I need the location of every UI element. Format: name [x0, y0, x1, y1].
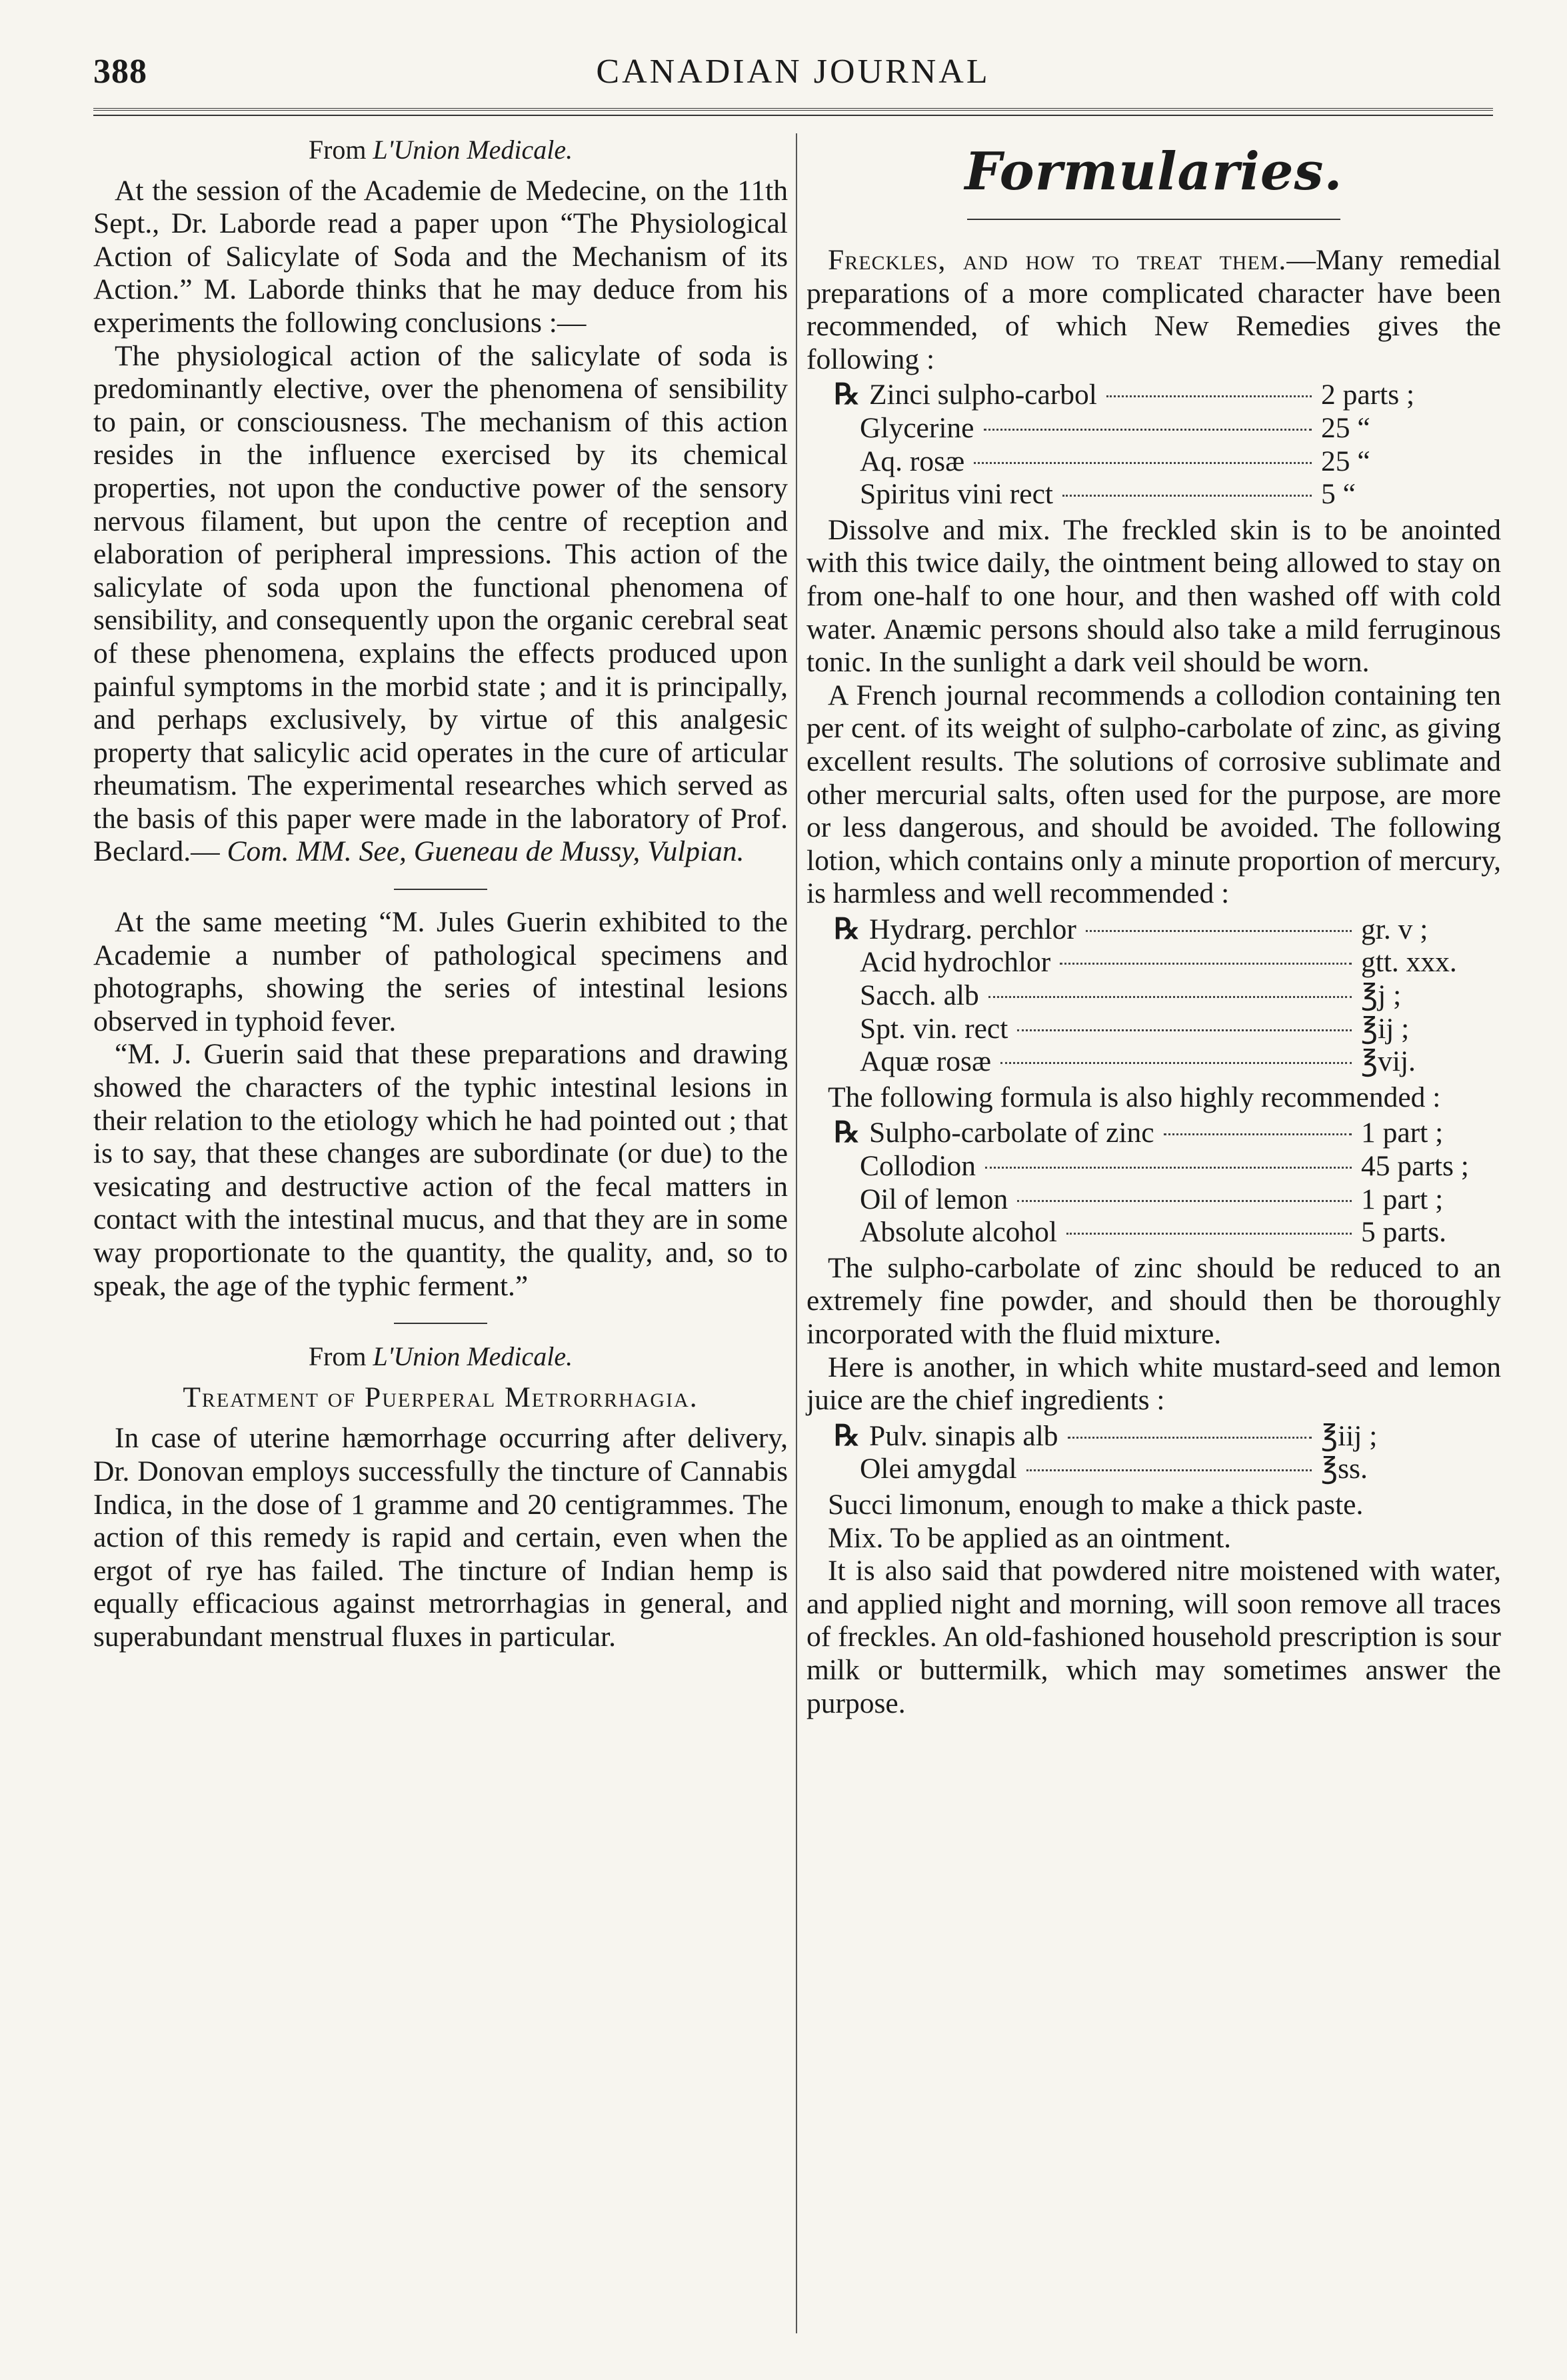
ingredient: Sulpho-carbolate of zinc — [869, 1117, 1154, 1149]
recipe-list-1 — [806, 379, 1501, 511]
ingredient: Spt. vin. rect — [860, 1012, 1008, 1045]
leader-dots — [985, 1167, 1352, 1169]
recipe-row — [806, 379, 1461, 412]
recipe-row — [806, 1117, 1501, 1150]
ingredient: Spiritus vini rect — [860, 478, 1053, 511]
recipe-row — [806, 946, 1501, 979]
section-title: Formularies. — [964, 141, 1343, 202]
guerin-meeting-paragraph: At the same meeting “M. Jules Guerin exhibited to the Academie a number of pathological specimens and photographs, showing the series of intestinal lesions observed in typhoid fever. — [93, 906, 788, 1037]
ingredient: Pulv. sinapis alb — [869, 1419, 1058, 1452]
commission-credit: Com. MM. See, Gueneau de Mussy, Vulpian. — [227, 835, 745, 868]
recipe-list-3 — [806, 1117, 1501, 1249]
leader-dots — [1000, 1062, 1352, 1064]
ingredient: Collodion — [860, 1150, 976, 1183]
quantity: ℥j ; — [1361, 979, 1402, 1012]
recipe-row — [806, 979, 1501, 1013]
ingredient: Aquæ rosæ — [860, 1045, 991, 1078]
source-journal: L'Union Medicale. — [373, 135, 573, 165]
rx-icon: ℞ — [834, 913, 860, 945]
freckles-heading: Freckles, and how to treat them. — [828, 244, 1287, 276]
leader-dots — [1086, 930, 1352, 932]
section-rule — [394, 1323, 487, 1324]
salicylate-conclusions-text: The physiological action of the salicylate of soda is predominantly elective, over the phenomena of sensibility to pain, or consciousness. The mechanism of this action resides in the influence exercised by its chemical properties, not upon the conductive power of the sensory nervous filament, but upon the centre of reception and elaboration of peripheral impressions. This action of the salicylate of soda upon the functional phenomena of sensibility, and consequently upon the organic cerebral seat of these phenomena, explains the effects produced upon painful symptoms in the morbid state ; and it is principally, and perhaps exclusively, by virtue of this analgesic property that salicylic acid operates in the cure of articular rheumatism. The experimental researches which served as the basis of this paper were made in the laboratory of Prof. Beclard.— — [93, 339, 788, 868]
page-header — [93, 47, 1493, 100]
title-rule — [967, 219, 1340, 220]
right-column — [806, 133, 1501, 1720]
column-divider — [796, 133, 797, 2333]
ingredient: Hydrarg. perchlor — [869, 913, 1076, 945]
leader-dots — [1026, 1469, 1312, 1471]
leader-dots — [1060, 963, 1352, 965]
recipe-row — [806, 445, 1461, 479]
recipe-list-2 — [806, 913, 1501, 1079]
recipe-row — [806, 913, 1501, 947]
left-column — [93, 133, 788, 1654]
quantity: ℥iij ; — [1321, 1419, 1378, 1452]
quantity: 1 part ; — [1361, 1183, 1444, 1215]
quantity: 1 part ; — [1361, 1117, 1444, 1149]
quantity: 5 “ — [1321, 478, 1356, 511]
quantity: ℥ij ; — [1361, 1012, 1410, 1045]
recipe-row — [806, 1183, 1501, 1217]
quantity: ℥ss. — [1321, 1453, 1368, 1485]
source-from: From — [308, 135, 367, 165]
quantity: ℥vij. — [1361, 1045, 1416, 1078]
leader-dots — [988, 996, 1352, 998]
rx-icon: ℞ — [834, 1419, 860, 1452]
recipe-row — [806, 1453, 1461, 1486]
freckles-intro-text: —Many remedial preparations of a more complicated character have been recommended, of which New Remedies gives the following : — [806, 244, 1501, 375]
running-head: CANADIAN JOURNAL — [596, 53, 990, 91]
ingredient: Oil of lemon — [860, 1183, 1008, 1215]
quantity: 45 parts ; — [1361, 1150, 1469, 1183]
section-rule — [394, 889, 487, 890]
powder-directions-paragraph: The sulpho-carbolate of zinc should be reduced to an extremely fine powder, and should then be thoroughly incorporated with the fluid mixture. — [806, 1251, 1501, 1350]
mix-line: Mix. To be applied as an ointment. — [828, 1521, 1232, 1554]
recipe-row — [806, 412, 1461, 445]
recipe-row — [806, 1013, 1501, 1046]
nitre-paragraph: It is also said that powdered nitre moistened with water, and applied night and morning, will soon remove all traces of freckles. An old-fashioned household prescription is sour milk or buttermilk, which may sometimes answer the purpose. — [806, 1555, 1501, 1719]
quantity: gtt. xxx. — [1361, 946, 1457, 979]
rx-icon: ℞ — [834, 379, 860, 411]
ingredient: Acid hydrochlor — [860, 946, 1051, 979]
salicylate-intro-paragraph: At the session of the Academie de Medecine, on the 11th Sept., Dr. Laborde read a paper upon “The Physiological Action of Salicylate of Soda and the Mechanism of its Action.” M. Laborde thinks that he may deduce from his experiments the following conclusions :— — [93, 174, 788, 339]
quantity: 25 “ — [1321, 445, 1370, 477]
french-journal-paragraph: A French journal recommends a collodion containing ten per cent. of its weight of sulpho-carbolate of zinc, as giving excellent results. The solutions of corrosive sublimate and other mercurial salts, often used for the purpose, are more or less dangerous, and should be avoided. The following lotion, which contains only a minute proportion of mercury, is harmless and well recommended : — [806, 679, 1501, 910]
quantity: 25 “ — [1321, 411, 1370, 444]
page-number: 388 — [93, 53, 147, 91]
quantity: 5 parts. — [1361, 1216, 1447, 1249]
quantity: gr. v ; — [1361, 913, 1428, 945]
leader-dots — [1164, 1133, 1352, 1135]
formula-intro-paragraph: The following formula is also highly recommended : — [828, 1081, 1441, 1113]
salicylate-conclusions-paragraph — [93, 340, 788, 869]
guerin-quote-paragraph: “M. J. Guerin said that these preparations and drawing showed the characters of the typhic intestinal lesions in their relation to the etiology which he had pointed out ; that is to say, that these changes are subordinate (or due) to the vesicating and destructive action of the fecal matters in contact with the intestinal mucus, and that they are in some way proportionate to the quantity, the quality, and, so to speak, the age of the typhic ferment.” — [93, 1038, 788, 1302]
leader-dots — [1106, 395, 1312, 397]
ingredient: Aq. rosæ — [860, 445, 965, 477]
metrorrhagia-heading: Treatment of Puerperal Metrorrhagia. — [183, 1381, 699, 1413]
recipe-row — [806, 1045, 1501, 1079]
leader-dots — [1017, 1200, 1352, 1202]
header-rule — [93, 108, 1493, 116]
recipe-row — [806, 1216, 1501, 1249]
source-from: From — [308, 1341, 367, 1372]
source-line-1 — [93, 133, 788, 167]
recipe-row — [806, 1420, 1461, 1453]
quantity: 2 parts ; — [1321, 379, 1415, 411]
ingredient: Glycerine — [860, 411, 974, 444]
recipe-list-4 — [806, 1420, 1501, 1486]
leader-dots — [1062, 495, 1312, 497]
ingredient: Sacch. alb — [860, 979, 979, 1012]
ingredient: Zinci sulpho-carbol — [869, 379, 1097, 411]
recipe-row — [806, 478, 1461, 511]
mustard-intro-paragraph: Here is another, in which white mustard-seed and lemon juice are the chief ingredients : — [806, 1351, 1501, 1417]
leader-dots — [984, 429, 1312, 431]
leader-dots — [1068, 1437, 1312, 1439]
rx-icon: ℞ — [834, 1117, 860, 1149]
source-journal: L'Union Medicale. — [373, 1341, 573, 1372]
ingredient: Absolute alcohol — [860, 1216, 1057, 1249]
leader-dots — [974, 462, 1312, 464]
freckles-intro-paragraph — [806, 244, 1501, 376]
ingredient: Olei amygdal — [860, 1453, 1017, 1485]
succi-line: Succi limonum, enough to make a thick paste. — [828, 1488, 1364, 1521]
leader-dots — [1017, 1029, 1352, 1031]
metrorrhagia-paragraph: In case of uterine hæmorrhage occurring after delivery, Dr. Donovan employs successfully the tincture of Cannabis Indica, in the dose of 1 gramme and 20 centigrammes. The action of this remedy is rapid and certain, even when the ergot of rye has failed. The tincture of Indian hemp is equally efficacious against metrorrhagias in general, and superabundant menstrual fluxes in particular. — [93, 1422, 788, 1653]
source-line-2 — [93, 1340, 788, 1373]
freckles-directions-paragraph: Dissolve and mix. The freckled skin is to be anointed with this twice daily, the ointment being allowed to stay on from one-half to one hour, and then washed off with cold water. Anæmic persons should also take a mild ferruginous tonic. In the sunlight a dark veil should be worn. — [806, 513, 1501, 679]
leader-dots — [1066, 1233, 1352, 1235]
recipe-row — [806, 1150, 1501, 1183]
